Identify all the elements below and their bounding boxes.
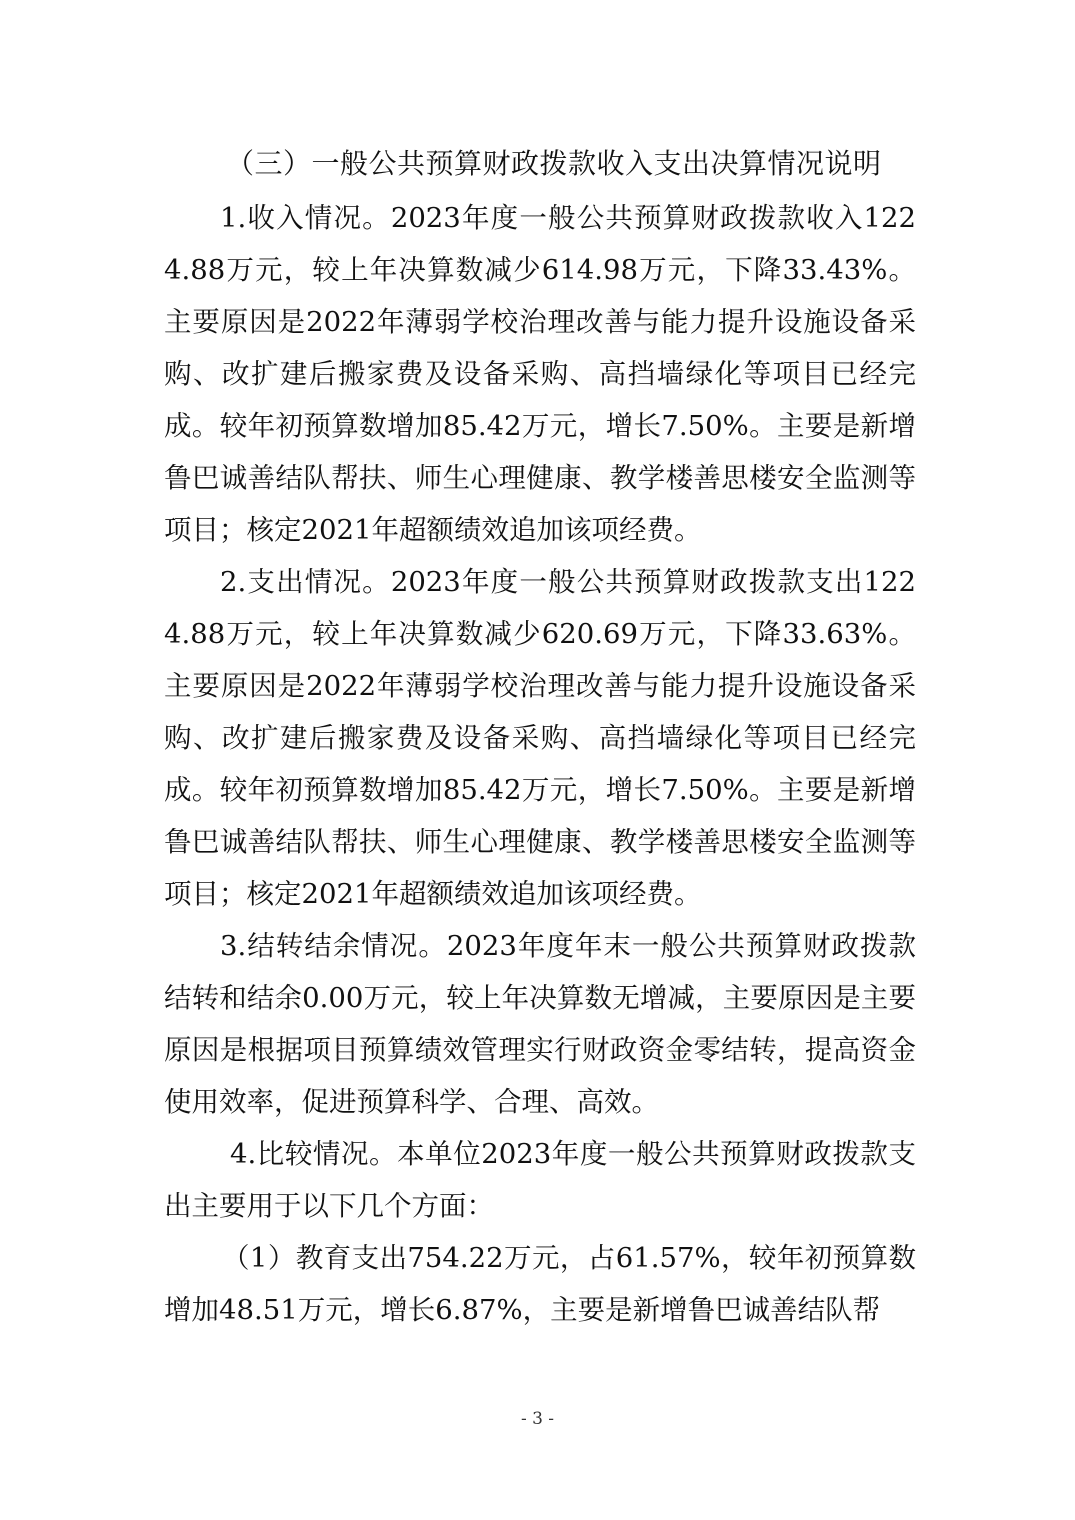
body-text xyxy=(164,192,916,1336)
section-heading: （三）一般公共预算财政拨款收入支出决算情况说明 xyxy=(226,147,882,180)
paragraph-expenditure: 2.支出情况。2023年度一般公共预算财政拨款支出1224.88万元，较上年决算数减少620.69万元，下降33.63%。主要原因是2022年薄弱学校治理改善与能力提升设施设备采购、改扩建后搬家费及设备采购、高挡墙绿化等项目已经完成。较年初预算数增加85.42万元，增长7.50%。主要是新增鲁巴诚善结队帮扶、师生心理健康、教学楼善思楼安全监测等项目；核定2021年超额绩效追加该项经费。 xyxy=(164,566,916,910)
paragraph-carryover: 3.结转结余情况。2023年度年末一般公共预算财政拨款结转和结余0.00万元，较上年决算数无增减，主要原因是主要原因是根据项目预算绩效管理实行财政资金零结转，提高资金使用效率，促进预算科学、合理、高效。 xyxy=(164,930,916,1118)
paragraph-comparison: 4.比较情况。本单位2023年度一般公共预算财政拨款支出主要用于以下几个方面： xyxy=(164,1138,916,1222)
paragraph-education-expenditure: （1）教育支出754.22万元，占61.57%，较年初预算数增加48.51万元，增长6.87%，主要是新增鲁巴诚善结队帮 xyxy=(164,1242,916,1326)
page-number: - 3 - xyxy=(520,1409,555,1429)
paragraph-income: 1.收入情况。2023年度一般公共预算财政拨款收入1224.88万元，较上年决算数减少614.98万元，下降33.43%。主要原因是2022年薄弱学校治理改善与能力提升设施设备采购、改扩建后搬家费及设备采购、高挡墙绿化等项目已经完成。较年初预算数增加85.42万元，增长7.50%。主要是新增鲁巴诚善结队帮扶、师生心理健康、教学楼善思楼安全监测等项目；核定2021年超额绩效追加该项经费。 xyxy=(164,202,916,546)
